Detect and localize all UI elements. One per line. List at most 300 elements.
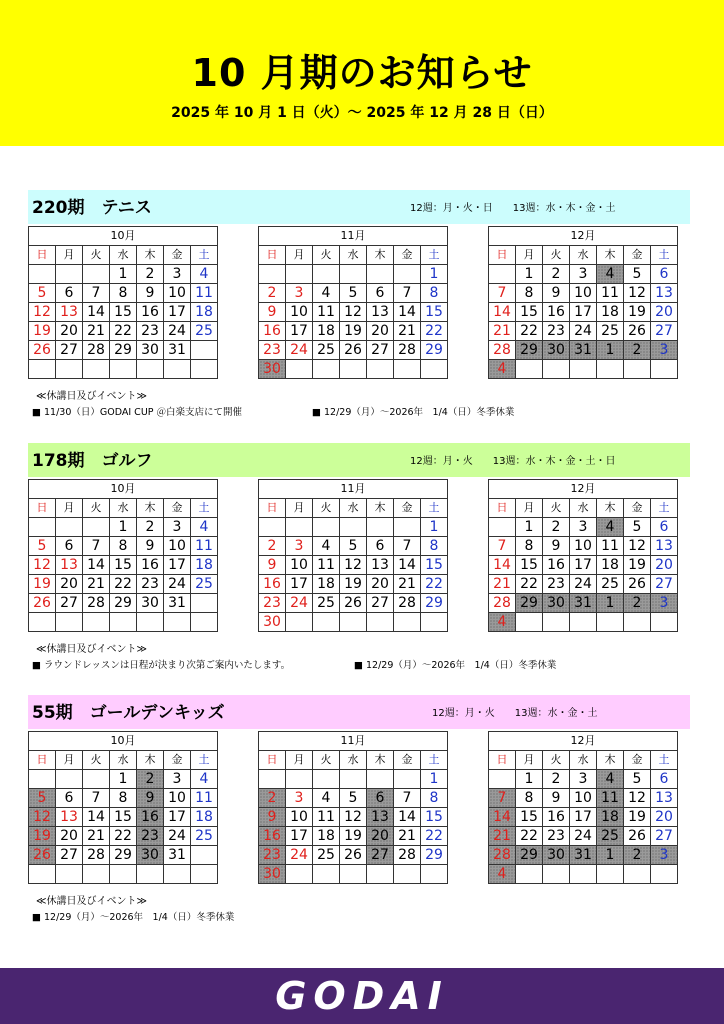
day-cell: 30: [259, 613, 286, 632]
weekday-header: 月: [516, 751, 543, 770]
month-label: 12月: [489, 732, 678, 751]
day-cell: 24: [570, 322, 597, 341]
day-cell: [259, 518, 286, 537]
day-cell: 25: [313, 594, 340, 613]
weekday-header: 日: [29, 246, 56, 265]
day-cell: 13: [56, 808, 83, 827]
day-cell: 3: [651, 341, 678, 360]
month-label: 12月: [489, 480, 678, 499]
event-item: ■ 12/29（月）～2026年 1/4（日）冬季休業: [354, 660, 557, 671]
weekday-header: 木: [597, 246, 624, 265]
day-cell: [83, 613, 110, 632]
day-cell: 5: [29, 789, 56, 808]
day-cell: 7: [83, 537, 110, 556]
day-cell: [83, 865, 110, 884]
day-cell: 24: [570, 575, 597, 594]
weekday-header: 金: [624, 751, 651, 770]
day-cell: 12: [340, 556, 367, 575]
day-cell: 10: [164, 789, 191, 808]
weekday-header: 火: [543, 246, 570, 265]
day-cell: 8: [421, 537, 448, 556]
weekday-header: 土: [651, 751, 678, 770]
day-cell: 18: [597, 303, 624, 322]
day-cell: 21: [83, 322, 110, 341]
day-cell: 11: [191, 284, 218, 303]
day-cell: 28: [394, 846, 421, 865]
weekday-header: 日: [259, 751, 286, 770]
day-cell: 4: [597, 265, 624, 284]
day-cell: 21: [489, 322, 516, 341]
day-cell: 8: [421, 789, 448, 808]
day-cell: 28: [83, 341, 110, 360]
day-cell: 25: [313, 846, 340, 865]
day-cell: 8: [110, 789, 137, 808]
day-cell: 6: [56, 284, 83, 303]
day-cell: 9: [543, 789, 570, 808]
day-cell: 15: [516, 556, 543, 575]
day-cell: 19: [340, 827, 367, 846]
day-cell: [394, 518, 421, 537]
weekday-header: 月: [56, 499, 83, 518]
day-cell: 17: [570, 556, 597, 575]
day-cell: 27: [367, 594, 394, 613]
weekday-header: 月: [286, 751, 313, 770]
day-cell: 15: [110, 808, 137, 827]
day-cell: 3: [286, 789, 313, 808]
day-cell: 22: [110, 575, 137, 594]
day-cell: 3: [570, 518, 597, 537]
day-cell: 30: [137, 594, 164, 613]
weekday-header: 日: [489, 751, 516, 770]
day-cell: 20: [651, 556, 678, 575]
day-cell: 11: [313, 808, 340, 827]
day-cell: [56, 865, 83, 884]
day-cell: 31: [570, 594, 597, 613]
day-cell: 28: [394, 341, 421, 360]
day-cell: 18: [191, 808, 218, 827]
day-cell: 26: [340, 846, 367, 865]
day-cell: 18: [597, 808, 624, 827]
day-cell: 8: [516, 789, 543, 808]
day-cell: 16: [259, 322, 286, 341]
day-cell: [29, 613, 56, 632]
day-cell: 2: [259, 284, 286, 303]
month-label: 10月: [29, 480, 218, 499]
day-cell: [259, 770, 286, 789]
day-cell: 2: [624, 341, 651, 360]
day-cell: 19: [340, 322, 367, 341]
weekday-header: 土: [421, 499, 448, 518]
weekday-header: 日: [489, 499, 516, 518]
day-cell: 30: [543, 846, 570, 865]
month-label: 11月: [259, 732, 448, 751]
day-cell: [191, 613, 218, 632]
weekday-header: 水: [340, 751, 367, 770]
weekday-header: 土: [191, 499, 218, 518]
day-cell: 7: [83, 789, 110, 808]
day-cell: 26: [29, 594, 56, 613]
day-cell: 23: [259, 594, 286, 613]
day-cell: 29: [110, 846, 137, 865]
day-cell: [624, 613, 651, 632]
day-cell: 26: [29, 341, 56, 360]
day-cell: 19: [29, 827, 56, 846]
day-cell: 21: [83, 575, 110, 594]
day-cell: 2: [137, 518, 164, 537]
day-cell: 30: [259, 360, 286, 379]
day-cell: [624, 865, 651, 884]
section-tennis: [28, 190, 694, 430]
day-cell: 13: [651, 284, 678, 303]
day-cell: 11: [597, 284, 624, 303]
weekday-header: 土: [191, 751, 218, 770]
weekday-header: 日: [29, 499, 56, 518]
day-cell: [394, 613, 421, 632]
day-cell: 2: [543, 770, 570, 789]
day-cell: 28: [489, 341, 516, 360]
day-cell: 10: [570, 284, 597, 303]
day-cell: 15: [110, 303, 137, 322]
event-item: ■ ラウンドレッスンは日程が決まり次第ご案内いたします。: [32, 660, 291, 671]
event-item: ■ 12/29（月）～2026年 1/4（日）冬季休業: [312, 407, 515, 418]
day-cell: [191, 360, 218, 379]
day-cell: 3: [286, 284, 313, 303]
day-cell: 14: [489, 808, 516, 827]
day-cell: 16: [543, 303, 570, 322]
day-cell: 24: [164, 322, 191, 341]
day-cell: [191, 341, 218, 360]
day-cell: 19: [29, 575, 56, 594]
day-cell: 8: [421, 284, 448, 303]
day-cell: 9: [137, 284, 164, 303]
day-cell: 23: [543, 322, 570, 341]
day-cell: 26: [624, 827, 651, 846]
day-cell: [597, 360, 624, 379]
period-text: 2025 年 10 月 1 日（火）～ 2025 年 12 月 28 日（日）: [171, 105, 553, 121]
page-title: 10 月期のお知らせ: [191, 51, 533, 95]
weekday-header: 土: [191, 246, 218, 265]
day-cell: 4: [313, 284, 340, 303]
day-cell: [313, 265, 340, 284]
day-cell: 29: [516, 594, 543, 613]
day-cell: 11: [191, 789, 218, 808]
day-cell: 31: [164, 594, 191, 613]
day-cell: 24: [286, 341, 313, 360]
day-cell: 3: [651, 846, 678, 865]
day-cell: [570, 865, 597, 884]
day-cell: 12: [624, 284, 651, 303]
day-cell: 25: [597, 827, 624, 846]
day-cell: 1: [597, 594, 624, 613]
day-cell: [367, 613, 394, 632]
day-cell: 1: [516, 770, 543, 789]
day-cell: 4: [597, 518, 624, 537]
day-cell: 25: [597, 322, 624, 341]
day-cell: 6: [651, 265, 678, 284]
day-cell: 14: [489, 556, 516, 575]
day-cell: 13: [367, 556, 394, 575]
day-cell: 20: [651, 808, 678, 827]
calendar-november: [258, 226, 448, 379]
day-cell: [651, 865, 678, 884]
day-cell: 13: [651, 537, 678, 556]
day-cell: [340, 865, 367, 884]
day-cell: 2: [543, 518, 570, 537]
day-cell: 5: [340, 537, 367, 556]
day-cell: 8: [516, 284, 543, 303]
day-cell: 7: [394, 537, 421, 556]
day-cell: 20: [367, 575, 394, 594]
day-cell: 26: [624, 575, 651, 594]
day-cell: 16: [543, 808, 570, 827]
day-cell: [286, 360, 313, 379]
day-cell: 13: [367, 303, 394, 322]
day-cell: [259, 265, 286, 284]
day-cell: [570, 613, 597, 632]
month-label: 11月: [259, 227, 448, 246]
day-cell: [651, 360, 678, 379]
day-cell: 3: [164, 770, 191, 789]
day-cell: 1: [597, 341, 624, 360]
day-cell: 7: [489, 537, 516, 556]
day-cell: 5: [29, 537, 56, 556]
calendar-december: [488, 226, 678, 379]
weekday-header: 土: [421, 751, 448, 770]
day-cell: 3: [651, 594, 678, 613]
day-cell: [421, 360, 448, 379]
day-cell: 17: [570, 303, 597, 322]
day-cell: 17: [164, 303, 191, 322]
day-cell: 2: [137, 770, 164, 789]
day-cell: [543, 360, 570, 379]
weekday-header: 日: [29, 751, 56, 770]
day-cell: 15: [421, 808, 448, 827]
day-cell: 10: [570, 789, 597, 808]
day-cell: 25: [191, 322, 218, 341]
day-cell: 6: [651, 518, 678, 537]
day-cell: [367, 265, 394, 284]
day-cell: [286, 265, 313, 284]
day-cell: 11: [597, 789, 624, 808]
section-schedule: 12週：月・火 13週：水・金・土: [432, 708, 598, 719]
day-cell: 14: [83, 303, 110, 322]
day-cell: 27: [56, 846, 83, 865]
day-cell: 3: [570, 770, 597, 789]
day-cell: 10: [164, 537, 191, 556]
day-cell: 18: [313, 575, 340, 594]
day-cell: 29: [516, 846, 543, 865]
day-cell: 12: [624, 789, 651, 808]
day-cell: [313, 865, 340, 884]
day-cell: 4: [313, 789, 340, 808]
day-cell: [191, 846, 218, 865]
day-cell: 12: [340, 303, 367, 322]
day-cell: 10: [286, 556, 313, 575]
weekday-header: 月: [56, 246, 83, 265]
day-cell: 24: [164, 575, 191, 594]
weekday-header: 水: [110, 751, 137, 770]
day-cell: [489, 265, 516, 284]
day-cell: 27: [367, 341, 394, 360]
event-heading: ≪休講日及びイベント≫: [36, 896, 147, 907]
day-cell: [110, 360, 137, 379]
day-cell: 1: [421, 770, 448, 789]
day-cell: 12: [29, 303, 56, 322]
day-cell: 21: [394, 827, 421, 846]
weekday-header: 土: [651, 499, 678, 518]
day-cell: 20: [56, 575, 83, 594]
month-label: 12月: [489, 227, 678, 246]
day-cell: [597, 613, 624, 632]
day-cell: 26: [624, 322, 651, 341]
day-cell: 29: [421, 341, 448, 360]
day-cell: [286, 865, 313, 884]
day-cell: [83, 265, 110, 284]
day-cell: [394, 360, 421, 379]
weekday-header: 水: [570, 751, 597, 770]
day-cell: 17: [570, 808, 597, 827]
day-cell: 22: [110, 322, 137, 341]
day-cell: 23: [543, 827, 570, 846]
day-cell: [56, 770, 83, 789]
weekday-header: 水: [570, 499, 597, 518]
section-golden-kids: [28, 695, 694, 935]
weekday-header: 水: [340, 246, 367, 265]
day-cell: 22: [110, 827, 137, 846]
day-cell: 13: [56, 556, 83, 575]
day-cell: 10: [570, 537, 597, 556]
day-cell: 24: [286, 846, 313, 865]
day-cell: 13: [651, 789, 678, 808]
day-cell: 25: [191, 575, 218, 594]
weekday-header: 水: [340, 499, 367, 518]
weekday-header: 木: [137, 246, 164, 265]
calendar-december: [488, 731, 678, 884]
day-cell: 7: [489, 789, 516, 808]
day-cell: 1: [110, 518, 137, 537]
day-cell: 8: [110, 284, 137, 303]
day-cell: 17: [286, 322, 313, 341]
day-cell: 4: [191, 518, 218, 537]
weekday-header: 木: [137, 499, 164, 518]
day-cell: [394, 770, 421, 789]
month-label: 11月: [259, 480, 448, 499]
day-cell: 4: [191, 770, 218, 789]
month-label: 10月: [29, 732, 218, 751]
day-cell: 6: [56, 537, 83, 556]
day-cell: [164, 865, 191, 884]
day-cell: [340, 360, 367, 379]
section-schedule: 12週：月・火 13週：水・木・金・土・日: [410, 456, 616, 467]
day-cell: [421, 865, 448, 884]
day-cell: 19: [29, 322, 56, 341]
day-cell: 22: [421, 827, 448, 846]
calendar-december: [488, 479, 678, 632]
day-cell: [137, 360, 164, 379]
day-cell: 18: [597, 556, 624, 575]
day-cell: 6: [367, 537, 394, 556]
day-cell: [367, 360, 394, 379]
day-cell: 1: [421, 265, 448, 284]
day-cell: 9: [137, 789, 164, 808]
day-cell: [29, 865, 56, 884]
day-cell: 2: [259, 789, 286, 808]
day-cell: 22: [516, 575, 543, 594]
day-cell: [394, 865, 421, 884]
day-cell: [624, 360, 651, 379]
day-cell: [83, 360, 110, 379]
day-cell: 21: [489, 827, 516, 846]
day-cell: 27: [651, 575, 678, 594]
day-cell: [651, 613, 678, 632]
weekday-header: 金: [164, 499, 191, 518]
day-cell: 4: [489, 360, 516, 379]
day-cell: 21: [394, 322, 421, 341]
event-item: ■ 11/30（日）GODAI CUP ＠白楽支店にて開催: [32, 407, 243, 418]
day-cell: [137, 613, 164, 632]
day-cell: 4: [597, 770, 624, 789]
weekday-header: 金: [624, 246, 651, 265]
weekday-header: 火: [543, 751, 570, 770]
day-cell: 30: [137, 846, 164, 865]
day-cell: 23: [543, 575, 570, 594]
day-cell: [137, 865, 164, 884]
weekday-header: 月: [286, 246, 313, 265]
weekday-header: 木: [597, 751, 624, 770]
weekday-header: 月: [516, 246, 543, 265]
day-cell: 27: [56, 594, 83, 613]
day-cell: 16: [137, 556, 164, 575]
day-cell: 9: [543, 537, 570, 556]
day-cell: 11: [597, 537, 624, 556]
day-cell: [191, 594, 218, 613]
day-cell: 13: [367, 808, 394, 827]
weekday-header: 月: [516, 499, 543, 518]
day-cell: [110, 865, 137, 884]
day-cell: [164, 360, 191, 379]
day-cell: [29, 770, 56, 789]
day-cell: [56, 518, 83, 537]
day-cell: [489, 770, 516, 789]
day-cell: 16: [259, 827, 286, 846]
day-cell: 26: [340, 594, 367, 613]
day-cell: 20: [367, 827, 394, 846]
weekday-header: 火: [543, 499, 570, 518]
weekday-header: 金: [394, 499, 421, 518]
calendar-october: [28, 731, 218, 884]
day-cell: 20: [56, 322, 83, 341]
weekday-header: 火: [313, 499, 340, 518]
day-cell: [516, 613, 543, 632]
day-cell: 15: [421, 303, 448, 322]
weekday-header: 金: [164, 751, 191, 770]
day-cell: 4: [313, 537, 340, 556]
weekday-header: 日: [259, 246, 286, 265]
day-cell: 5: [624, 265, 651, 284]
day-cell: 22: [421, 575, 448, 594]
day-cell: 21: [83, 827, 110, 846]
day-cell: [313, 518, 340, 537]
day-cell: 3: [164, 518, 191, 537]
weekday-header: 水: [110, 246, 137, 265]
day-cell: 17: [164, 556, 191, 575]
day-cell: 29: [110, 594, 137, 613]
day-cell: 29: [110, 341, 137, 360]
day-cell: 16: [259, 575, 286, 594]
day-cell: 17: [286, 827, 313, 846]
day-cell: 25: [313, 341, 340, 360]
day-cell: 5: [29, 284, 56, 303]
